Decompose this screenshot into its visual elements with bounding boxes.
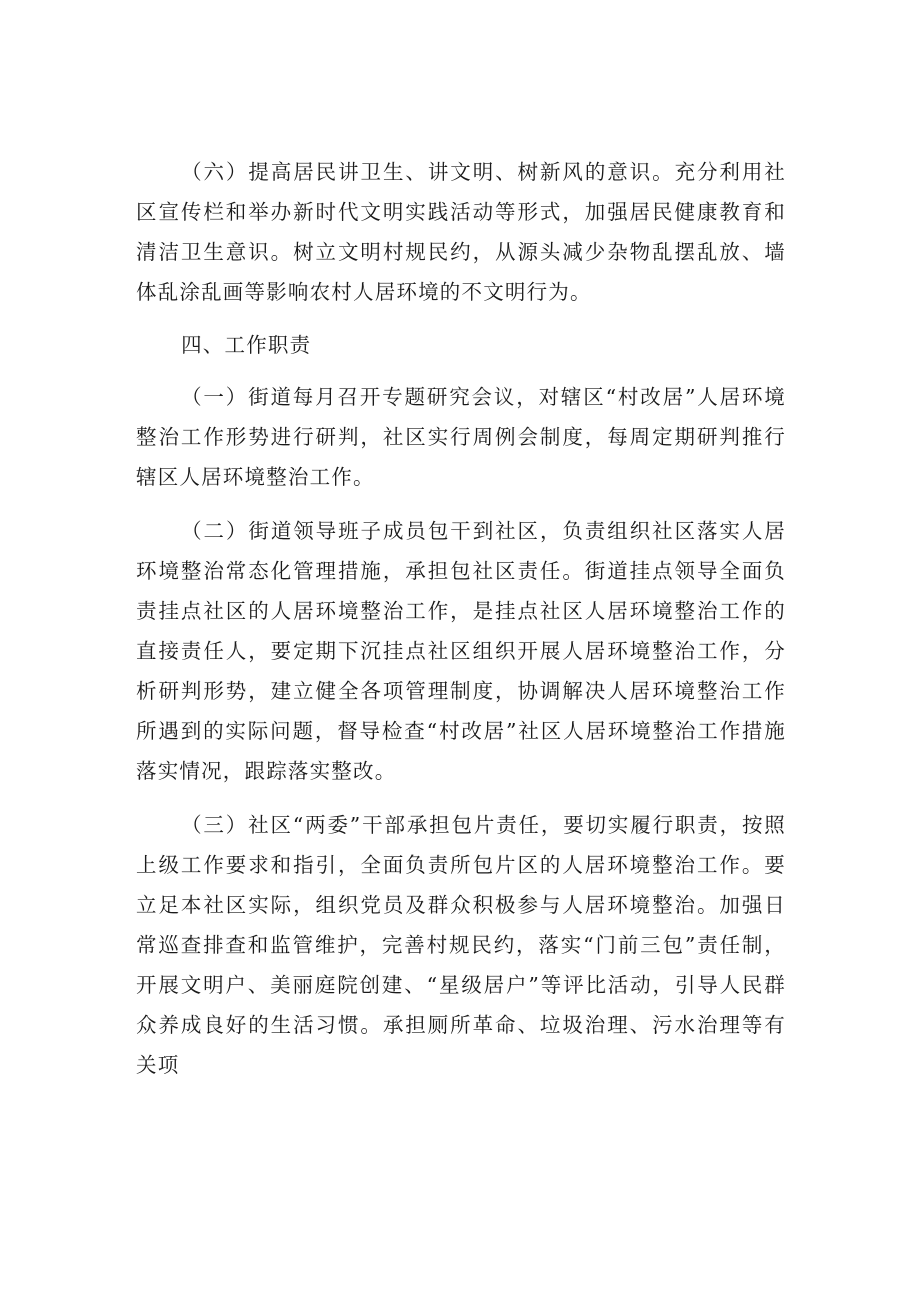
duty-paragraph-two: （二）街道领导班子成员包干到社区，负责组织社区落实人居环境整治常态化管理措施，承担包社区责任。街道挂点领导全面负责挂点社区的人居环境整治工作，是挂点社区人居环境整治工作的直接责任人，要定期下沉挂点社区组织开展人居环境整治工作，分析研判形势，建立健全各项管理制度，协调解决人居环境整治工作所遇到的实际问题，督导检查“村改居”社区人居环境整治工作措施落实情况，跟踪落实整改。 [136,519,786,783]
duty-paragraph-three: （三）社区“两委”干部承担包片责任，要切实履行职责，按照上级工作要求和指引，全面负责所包片区的人居环境整治工作。要立足本社区实际，组织党员及群众积极参与人居环境整治。加强日常巡查排查和监管维护，完善村规民约，落实“门前三包”责任制，开展文明户、美丽庭院创建、“星级居户”等评比活动，引导人民群众养成良好的生活习惯。承担厕所革命、垃圾治理、污水治理等有关项 [136,813,786,1077]
paragraph-six: （六）提高居民讲卫生、讲文明、树新风的意识。充分利用社区宣传栏和举办新时代文明实践活动等形式，加强居民健康教育和清洁卫生意识。树立文明村规民约，从源头减少杂物乱摆乱放、墙体乱涂乱画等影响农村人居环境的不文明行为。 [136,160,786,304]
section-heading-duties: 四、工作职责 [181,333,312,357]
duty-paragraph-one: （一）街道每月召开专题研究会议，对辖区“村改居”人居环境整治工作形势进行研判，社区实行周例会制度，每周定期研判推行辖区人居环境整治工作。 [136,385,786,489]
document-body [136,152,786,1085]
